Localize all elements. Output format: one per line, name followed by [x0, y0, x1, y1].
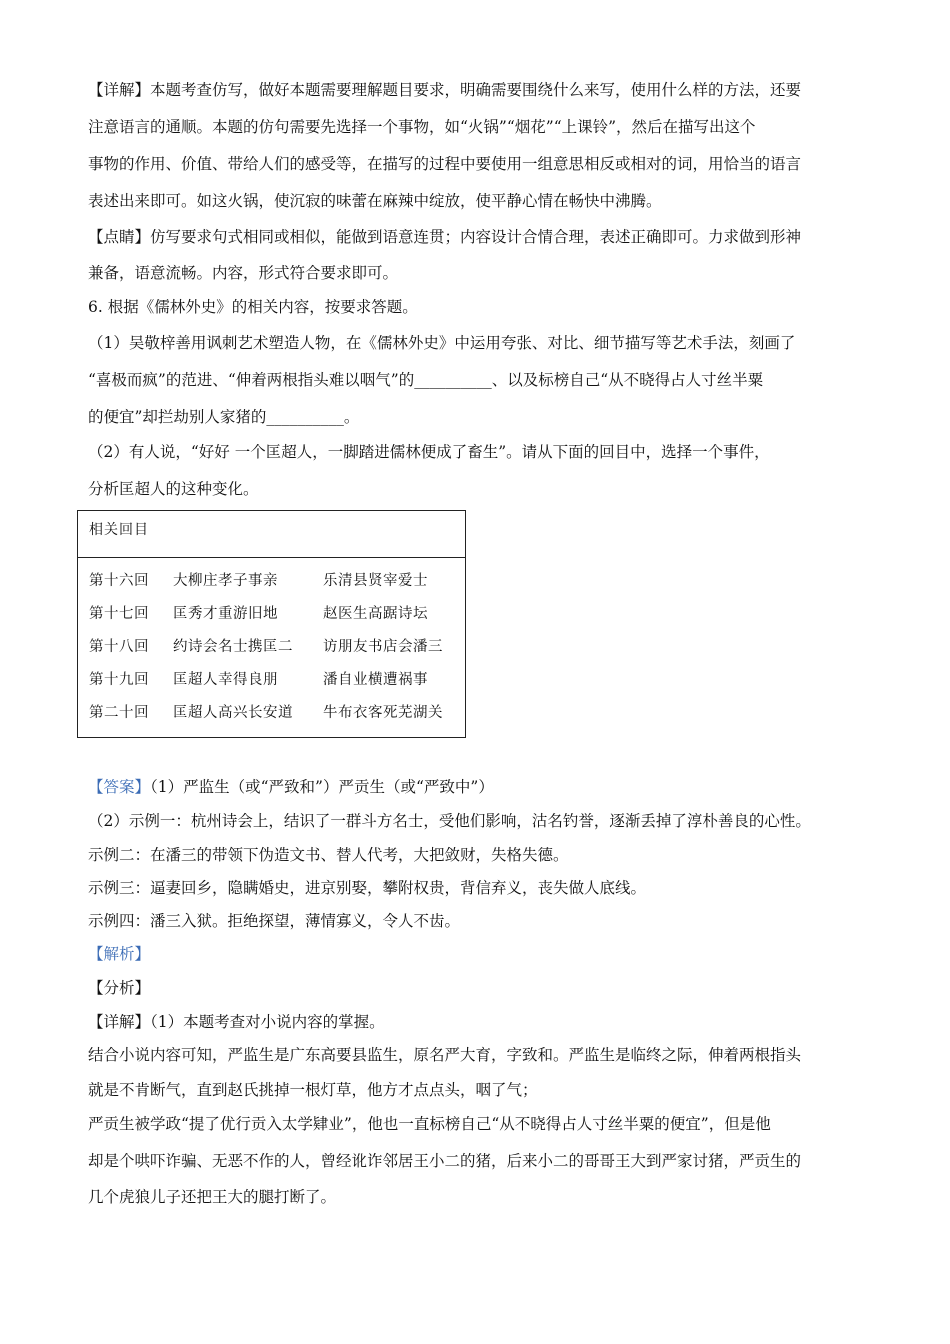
detail-text: 表述出来即可。如这火锅，使沉寂的味蕾在麻辣中绽放，使平静心情在畅快中沸腾。 [88, 192, 662, 210]
detail-text: 事物的作用、价值、带给人们的感受等，在描写的过程中要使用一组意思相反或相对的词，用恰当的语言 [88, 155, 802, 173]
fenxi-tag: 【分析】 [88, 979, 151, 997]
table-row: 第十六回 大柳庄孝子事亲 乐清县贤宰爱士 [89, 573, 428, 589]
table-divider [78, 557, 465, 558]
dianjing-text: 仿写要求句式相同或相似，能做到语意连贯；内容设计合情合理，表述正确即可。力求做到形神 [150, 228, 802, 246]
detail-text: 本题考查仿写，做好本题需要理解题目要求，明确需要围绕什么来写，使用什么样的方法，还要 [150, 81, 802, 99]
table-row: 第十八回 约诗会名士携匡二 访朋友书店会潘三 [89, 639, 443, 655]
answer-text: 示例二：在潘三的带领下伪造文书、替人代考，大把敛财，失格失德。 [88, 846, 569, 864]
question-part-1: 的便宜”却拦劫别人家猪的__________。 [88, 408, 360, 426]
question-part-1: “喜极而疯”的范进、“伸着两根指头难以咽气”的__________、以及标榜自己“从不晓得占人寸丝半粟 [88, 371, 764, 389]
question-part-2: （2）有人说，“好好 一个匡超人，一脚踏进儒林便成了畜生”。请从下面的回目中，选择一个事件， [88, 443, 770, 461]
detail-text: 注意语言的通顺。本题的仿句需要先选择一个事物，如“火锅”“烟花”“上课铃”，然后在描写出这个 [88, 118, 756, 136]
answer-text: （2）示例一：杭州诗会上，结识了一群斗方名士，受他们影响，沽名钓誉，逐渐丢掉了淳朴善良的心性。 [88, 812, 811, 830]
table-row: 第十九回 匡超人幸得良朋 潘自业横遭祸事 [89, 672, 428, 688]
detail-text: 几个虎狼儿子还把王大的腿打断了。 [88, 1188, 337, 1206]
answer-text: （1）严监生（或“严致和”）严贡生（或“严致中”） [150, 778, 494, 796]
answer-text: 示例四：潘三入狱。拒绝探望，薄情寡义，令人不齿。 [88, 912, 461, 930]
answer-tag: 【答案】 [88, 778, 151, 796]
jiexi-tag: 【解析】 [88, 945, 151, 963]
detail-text: 却是个哄吓诈骗、无恶不作的人，曾经讹诈邻居王小二的猪，后来小二的哥哥王大到严家讨猪，严贡生的 [88, 1152, 802, 1170]
chapter-table [77, 510, 466, 738]
dianjing-text: 兼备，语意流畅。内容，形式符合要求即可。 [88, 264, 399, 282]
detail-text: （1）本题考查对小说内容的掌握。 [150, 1013, 385, 1031]
detail-text: 严贡生被学政“提了优行贡入太学肄业”，他也一直标榜自己“从不晓得占人寸丝半粟的便宜”，但是他 [88, 1115, 771, 1133]
detail-tag: 【详解】 [88, 1013, 151, 1031]
detail-text: 就是不肯断气，直到赵氏挑掉一根灯草，他方才点点头，咽了气； [88, 1081, 538, 1099]
detail-text: 结合小说内容可知，严监生是广东高要县监生，原名严大育，字致和。严监生是临终之际，伸着两根指头 [88, 1046, 802, 1064]
dianjing-tag: 【点睛】 [88, 228, 151, 246]
table-row: 第十七回 匡秀才重游旧地 赵医生高踞诗坛 [89, 606, 428, 622]
table-row: 第二十回 匡超人高兴长安道 牛布衣客死芜湖关 [89, 705, 443, 721]
table-header: 相关回目 [89, 522, 149, 538]
question-part-2: 分析匡超人的这种变化。 [88, 480, 259, 498]
question-part-1: （1）吴敬梓善用讽刺艺术塑造人物，在《儒林外史》中运用夸张、对比、细节描写等艺术手法，刻画了 [88, 334, 796, 352]
detail-tag: 【详解】 [88, 81, 151, 99]
question-stem: 6. 根据《儒林外史》的相关内容，按要求答题。 [88, 298, 418, 316]
answer-text: 示例三：逼妻回乡，隐瞒婚史，进京别娶，攀附权贵，背信弃义，丧失做人底线。 [88, 879, 647, 897]
